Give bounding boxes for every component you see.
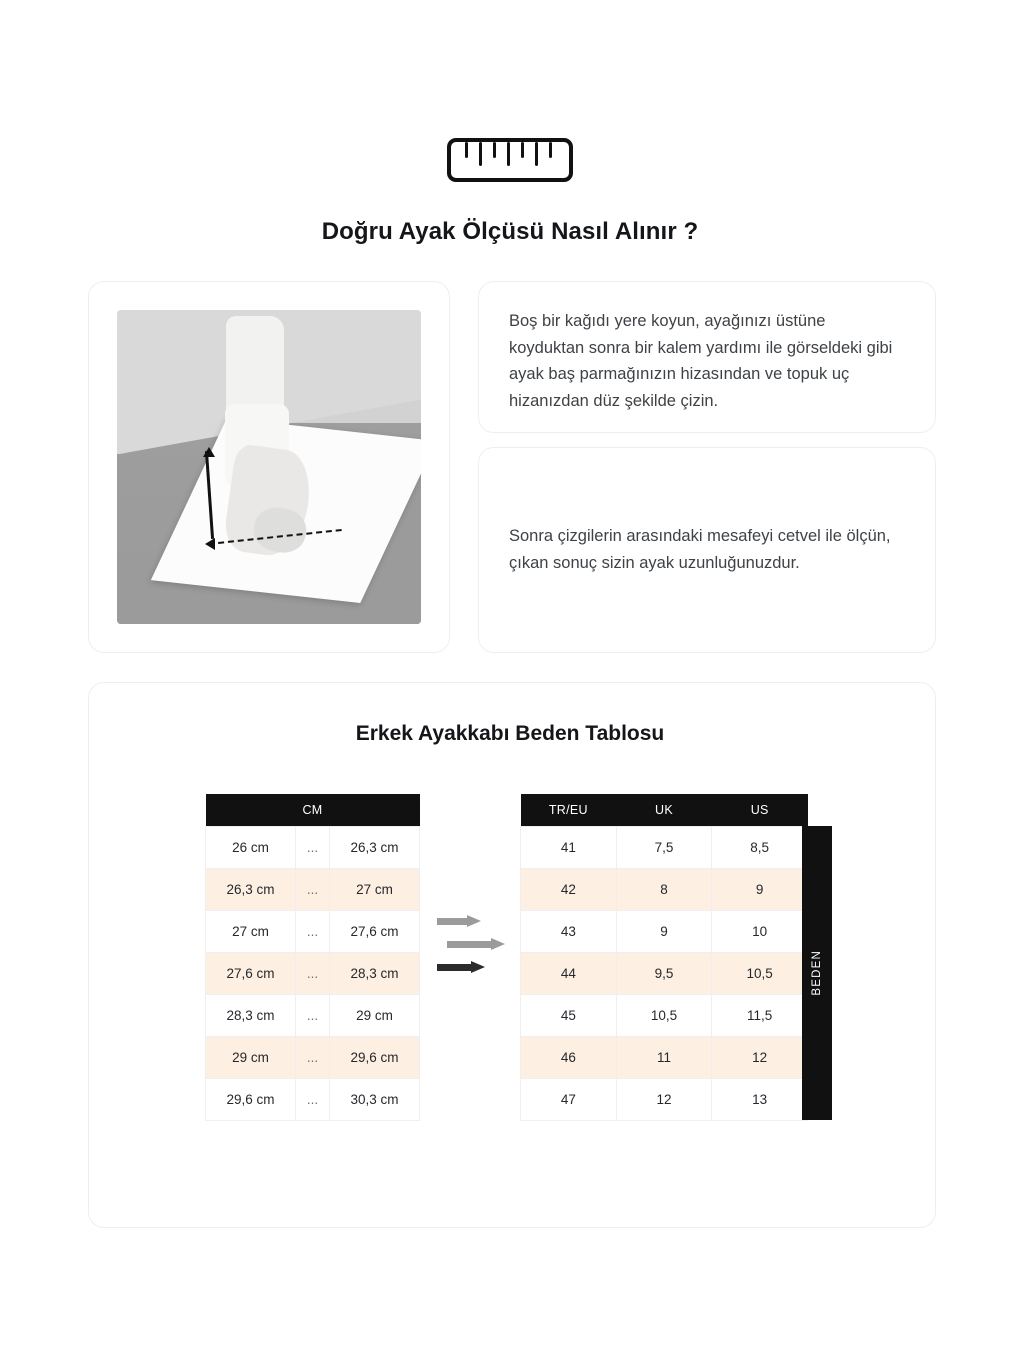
table-row [521,1078,808,1120]
size-us: 8,5 [712,826,808,868]
size-uk: 12 [616,1078,712,1120]
cm-to: 28,3 cm [330,952,420,994]
size-tr-eu: 47 [521,1078,617,1120]
ruler-icon [447,138,573,182]
cm-from: 29 cm [206,1036,296,1078]
table-row [521,994,808,1036]
page-title: Doğru Ayak Ölçüsü Nasıl Alınır ? [321,218,699,245]
ruler-icon-wrap [0,138,1020,182]
cm-to: 29,6 cm [330,1036,420,1078]
table-row [521,1036,808,1078]
foot-measurement-photo [117,310,421,624]
size-uk: 10,5 [616,994,712,1036]
table-row [521,826,808,868]
size-tr-eu: 45 [521,994,617,1036]
instruction-text-1: Boş bir kağıdı yere koyun, ayağınızı üstüne koyduktan sonra bir kalem yardımı ile görseldeki gibi ayak baş parmağınızın hizasından ve topuk uç hizanızdan düz şekilde çizin. [509,312,893,411]
size-tr-eu: 44 [521,952,617,994]
table-row [521,910,808,952]
foot-photo-card [88,281,450,653]
table-row [521,952,808,994]
cm-sep: ... [296,994,330,1036]
cm-sep: ... [296,910,330,952]
cm-sep: ... [296,952,330,994]
size-uk: 8 [616,868,712,910]
beden-side-label [802,826,832,1120]
cm-sep: ... [296,868,330,910]
size-us: 11,5 [712,994,808,1036]
size-table-title: Erkek Ayakkabı Beden Tablosu [355,722,665,745]
table-row [206,952,420,994]
size-uk: 7,5 [616,826,712,868]
size-uk: 9,5 [616,952,712,994]
instruction-card-1 [478,281,936,433]
cm-from: 27,6 cm [206,952,296,994]
cm-to: 30,3 cm [330,1078,420,1120]
table-row [206,994,420,1036]
size-header-tr-eu: TR/EU [521,794,617,826]
size-us: 12 [712,1036,808,1078]
cm-from: 27 cm [206,910,296,952]
size-us: 10 [712,910,808,952]
table-row [206,826,420,868]
cm-sep: ... [296,1036,330,1078]
size-conversion-table [520,794,808,1121]
size-tr-eu: 42 [521,868,617,910]
cm-from: 26 cm [206,826,296,868]
size-header-uk: UK [616,794,712,826]
cm-sep: ... [296,826,330,868]
size-uk: 9 [616,910,712,952]
table-row [206,1078,420,1120]
cm-range-table [205,794,420,1121]
table-row [206,1036,420,1078]
cm-to: 27 cm [330,868,420,910]
size-us: 10,5 [712,952,808,994]
cm-to: 27,6 cm [330,910,420,952]
beden-side-label-text: BEDEN [811,950,823,996]
size-tr-eu: 43 [521,910,617,952]
instruction-text-2: Sonra çizgilerin arasındaki mesafeyi cetvel ile ölçün, çıkan sonuç sizin ayak uzunluğunuzdur. [509,527,891,572]
cm-from: 29,6 cm [206,1078,296,1120]
table-row [206,868,420,910]
cm-header: CM [206,794,420,826]
cm-to: 29 cm [330,994,420,1036]
arrows-group [437,915,507,995]
size-us: 13 [712,1078,808,1120]
size-tr-eu: 46 [521,1036,617,1078]
cm-sep: ... [296,1078,330,1120]
size-tr-eu: 41 [521,826,617,868]
size-uk: 11 [616,1036,712,1078]
table-row [521,868,808,910]
size-header-us: US [712,794,808,826]
size-us: 9 [712,868,808,910]
cm-from: 28,3 cm [206,994,296,1036]
table-row [206,910,420,952]
instruction-card-2 [478,447,936,653]
cm-from: 26,3 cm [206,868,296,910]
cm-to: 26,3 cm [330,826,420,868]
